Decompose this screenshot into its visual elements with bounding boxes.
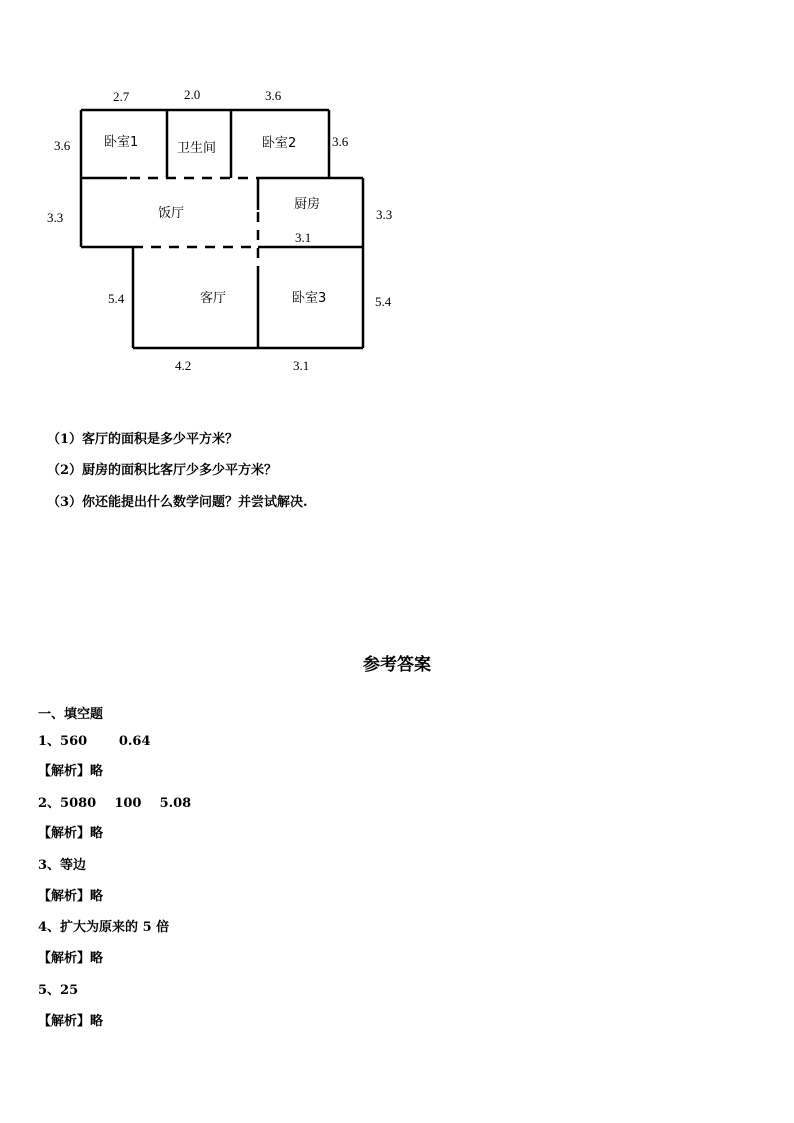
- dim-top-bathroom: 2.0: [184, 87, 201, 102]
- floor-plan: [0, 0, 794, 400]
- room-label-bedroom-3: 卧室3: [292, 291, 327, 306]
- room-label-kitchen: 厨房: [294, 197, 321, 212]
- dim-left-bottom: 5.4: [108, 291, 125, 306]
- answer-item-3: 3、等边: [38, 858, 87, 873]
- dim-left-top: 3.6: [54, 138, 71, 153]
- dim-right-top: 3.6: [332, 134, 349, 149]
- answer-analysis-5: 【解析】略: [38, 1014, 104, 1029]
- room-label-dining-room: 饭厅: [158, 206, 185, 221]
- dim-top-bedroom-2: 3.6: [265, 88, 282, 103]
- question-3: （3）你还能提出什么数学问题？并尝试解决.: [47, 495, 308, 510]
- dim-right-middle: 3.3: [376, 207, 393, 222]
- room-label-living-room: 客厅: [200, 291, 227, 306]
- floor-plan-dashed-openings: [130, 178, 258, 270]
- question-1: （1）客厅的面积是多少平方米？: [47, 432, 239, 447]
- answer-analysis-2: 【解析】略: [38, 826, 104, 841]
- answer-analysis-1: 【解析】略: [38, 764, 104, 779]
- dim-right-bottom: 5.4: [375, 294, 392, 309]
- answer-item-4: 4、扩大为原来的 5 倍: [38, 920, 170, 935]
- dim-bottom-bedroom-3: 3.1: [293, 358, 310, 373]
- answer-item-2: 2、5080 100 5.08: [38, 796, 192, 811]
- dim-bottom-living-room: 4.2: [175, 358, 192, 373]
- room-label-bedroom-1: 卧室1: [104, 135, 139, 150]
- dim-left-middle: 3.3: [47, 210, 64, 225]
- dim-kitchen-bottom: 3.1: [295, 230, 312, 245]
- room-label-bathroom: 卫生间: [177, 141, 217, 156]
- answer-item-1: 1、560 0.64: [38, 734, 151, 749]
- room-label-bedroom-2: 卧室2: [262, 136, 297, 151]
- answer-key-title: 参考答案: [363, 655, 431, 675]
- dim-top-bedroom-1: 2.7: [113, 89, 130, 104]
- answer-analysis-3: 【解析】略: [38, 889, 104, 904]
- question-2: （2）厨房的面积比客厅少多少平方米？: [47, 463, 278, 478]
- answer-item-5: 5、25: [38, 983, 79, 998]
- answer-analysis-4: 【解析】略: [38, 951, 104, 966]
- answer-section-heading: 一、填空题: [38, 707, 104, 722]
